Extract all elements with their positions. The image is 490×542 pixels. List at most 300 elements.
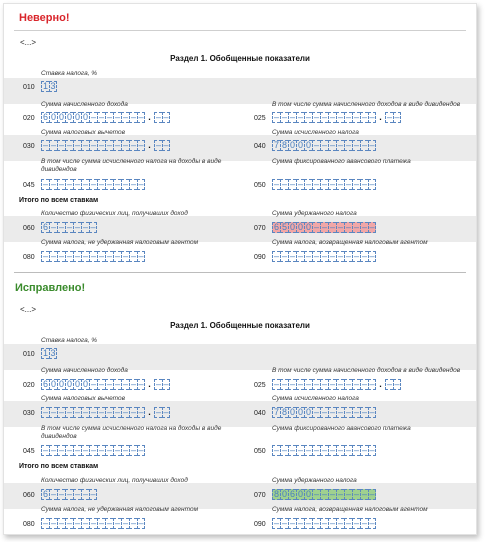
digit-cell: – bbox=[122, 379, 128, 389]
cell-group bbox=[154, 407, 170, 418]
digit-cell: 6 bbox=[42, 112, 48, 122]
label-025: В том числе сумма начисленного доходов в виде дивидендов bbox=[272, 101, 461, 108]
digit-cell: – bbox=[122, 445, 128, 455]
digit-cell: – bbox=[90, 251, 96, 261]
digit-cell: – bbox=[163, 112, 169, 122]
digit-cell: – bbox=[369, 518, 375, 528]
decimal-point: . bbox=[148, 407, 151, 417]
cell-group bbox=[272, 179, 376, 190]
digit-cell: – bbox=[138, 179, 144, 189]
digit-cell: – bbox=[66, 489, 72, 499]
digit-cell: 0 bbox=[58, 379, 64, 389]
digit-cell: – bbox=[345, 407, 351, 417]
digit-cell: – bbox=[369, 251, 375, 261]
digit-cell: 3 bbox=[50, 348, 56, 358]
digit-cell: – bbox=[106, 179, 112, 189]
digit-cell: – bbox=[289, 179, 295, 189]
digit-cell: – bbox=[74, 518, 80, 528]
digit-cell: 0 bbox=[66, 112, 72, 122]
digit-cell: – bbox=[361, 222, 367, 232]
cell-group bbox=[272, 379, 376, 390]
code-020: 020 bbox=[23, 115, 35, 122]
digit-cell: 0 bbox=[289, 140, 295, 150]
digit-cell: 8 bbox=[281, 407, 287, 417]
digit-cell: – bbox=[313, 179, 319, 189]
digit-cell: – bbox=[82, 445, 88, 455]
digit-cell: – bbox=[361, 179, 367, 189]
label-010: Ставка налога, % bbox=[41, 337, 98, 344]
digit-cell: – bbox=[106, 379, 112, 389]
field-045 bbox=[41, 179, 145, 190]
digit-cell: – bbox=[337, 518, 343, 528]
digit-cell: – bbox=[313, 140, 319, 150]
field-070-wrong bbox=[272, 222, 376, 233]
code-045: 045 bbox=[23, 182, 35, 189]
digit-cell: – bbox=[106, 140, 112, 150]
digit-cell: – bbox=[90, 407, 96, 417]
total-heading: Итого по всем ставкам bbox=[19, 463, 99, 470]
digit-cell: – bbox=[273, 379, 279, 389]
decimal-point: . bbox=[379, 379, 382, 389]
digit-cell: – bbox=[305, 445, 311, 455]
digit-cell: – bbox=[361, 112, 367, 122]
digit-cell: – bbox=[313, 445, 319, 455]
digit-cell: 6 bbox=[42, 222, 48, 232]
digit-cell: – bbox=[313, 222, 319, 232]
digit-cell: – bbox=[353, 407, 359, 417]
digit-cell: – bbox=[82, 407, 88, 417]
digit-cell: – bbox=[353, 518, 359, 528]
digit-cell: – bbox=[273, 179, 279, 189]
digit-cell: – bbox=[66, 445, 72, 455]
digit-cell: – bbox=[90, 179, 96, 189]
cell-group bbox=[41, 140, 145, 151]
label-020: Сумма начисленного дохода bbox=[41, 101, 128, 108]
digit-cell: – bbox=[90, 222, 96, 232]
digit-cell: – bbox=[369, 445, 375, 455]
field-090 bbox=[272, 518, 376, 529]
digit-cell: – bbox=[106, 112, 112, 122]
cell-group bbox=[272, 251, 376, 262]
digit-cell: – bbox=[106, 445, 112, 455]
digit-cell: – bbox=[337, 222, 343, 232]
digit-cell: – bbox=[273, 518, 279, 528]
code-040: 040 bbox=[254, 410, 266, 417]
digit-cell: 8 bbox=[281, 140, 287, 150]
label-025: В том числе сумма начисленного доходов в виде дивидендов bbox=[272, 367, 461, 374]
digit-cell: – bbox=[138, 140, 144, 150]
digit-cell: – bbox=[361, 407, 367, 417]
cell-group bbox=[41, 179, 145, 190]
digit-cell: – bbox=[90, 140, 96, 150]
digit-cell: – bbox=[329, 222, 335, 232]
digit-cell: – bbox=[369, 379, 375, 389]
cell-group bbox=[272, 445, 376, 456]
field-025 bbox=[272, 379, 401, 390]
field-040 bbox=[272, 407, 376, 418]
digit-cell: – bbox=[361, 518, 367, 528]
digit-cell: – bbox=[82, 179, 88, 189]
digit-cell: – bbox=[361, 140, 367, 150]
digit-cell: – bbox=[305, 379, 311, 389]
digit-cell: 0 bbox=[58, 112, 64, 122]
label-010: Ставка налога, % bbox=[41, 70, 98, 77]
digit-cell: – bbox=[50, 251, 56, 261]
digit-cell: – bbox=[106, 251, 112, 261]
label-050: Сумма фиксированного авансового платежа bbox=[272, 158, 411, 165]
digit-cell: – bbox=[313, 407, 319, 417]
digit-cell: – bbox=[74, 222, 80, 232]
digit-cell: – bbox=[114, 179, 120, 189]
label-045: В том числе сумма исчисленного налога на доходы в виде дивидендов bbox=[41, 425, 222, 440]
field-010 bbox=[41, 81, 57, 92]
digit-cell: – bbox=[345, 112, 351, 122]
digit-cell: 0 bbox=[66, 379, 72, 389]
digit-cell: – bbox=[138, 518, 144, 528]
digit-cell: 6 bbox=[42, 489, 48, 499]
digit-cell: – bbox=[313, 518, 319, 528]
ellipsis: <...> bbox=[20, 305, 37, 314]
digit-cell: – bbox=[114, 407, 120, 417]
digit-cell: – bbox=[50, 140, 56, 150]
digit-cell: – bbox=[50, 179, 56, 189]
digit-cell: – bbox=[313, 251, 319, 261]
code-025: 025 bbox=[254, 115, 266, 122]
digit-cell: – bbox=[281, 112, 287, 122]
digit-cell: – bbox=[66, 222, 72, 232]
code-010: 010 bbox=[23, 84, 35, 91]
digit-cell: 6 bbox=[273, 222, 279, 232]
digit-cell: – bbox=[313, 489, 319, 499]
digit-cell: – bbox=[130, 407, 136, 417]
digit-cell: – bbox=[82, 140, 88, 150]
digit-cell: – bbox=[321, 379, 327, 389]
digit-cell: – bbox=[66, 407, 72, 417]
digit-cell: – bbox=[58, 140, 64, 150]
code-070: 070 bbox=[254, 225, 266, 232]
digit-cell: 0 bbox=[82, 112, 88, 122]
decimal-point: . bbox=[148, 379, 151, 389]
digit-cell: – bbox=[313, 379, 319, 389]
digit-cell: – bbox=[163, 407, 169, 417]
field-080 bbox=[41, 251, 145, 262]
field-030 bbox=[41, 407, 170, 418]
digit-cell: – bbox=[329, 251, 335, 261]
digit-cell: – bbox=[58, 445, 64, 455]
digit-cell: – bbox=[337, 140, 343, 150]
digit-cell: – bbox=[50, 489, 56, 499]
digit-cell: – bbox=[90, 489, 96, 499]
digit-cell: – bbox=[122, 518, 128, 528]
digit-cell: – bbox=[305, 112, 311, 122]
digit-cell: – bbox=[42, 445, 48, 455]
digit-cell: – bbox=[163, 379, 169, 389]
label-040: Сумма исчисленного налога bbox=[272, 129, 359, 136]
digit-cell: – bbox=[50, 445, 56, 455]
digit-cell: – bbox=[66, 518, 72, 528]
digit-cell: – bbox=[369, 179, 375, 189]
digit-cell: – bbox=[305, 251, 311, 261]
digit-cell: – bbox=[353, 112, 359, 122]
digit-cell: – bbox=[329, 489, 335, 499]
digit-cell: – bbox=[386, 112, 392, 122]
digit-cell: – bbox=[98, 179, 104, 189]
digit-cell: – bbox=[321, 251, 327, 261]
digit-cell: – bbox=[345, 222, 351, 232]
digit-cell: – bbox=[114, 445, 120, 455]
digit-cell: – bbox=[305, 518, 311, 528]
digit-cell: 0 bbox=[297, 140, 303, 150]
digit-cell: – bbox=[98, 518, 104, 528]
digit-cell: 0 bbox=[50, 379, 56, 389]
label-080: Сумма налога, не удержанная налоговым агентом bbox=[41, 506, 199, 513]
digit-cell: – bbox=[90, 445, 96, 455]
digit-cell: – bbox=[353, 222, 359, 232]
digit-cell: – bbox=[66, 179, 72, 189]
field-045 bbox=[41, 445, 145, 456]
digit-cell: – bbox=[106, 407, 112, 417]
decimal-point: . bbox=[148, 140, 151, 150]
digit-cell: 6 bbox=[289, 489, 295, 499]
digit-cell: – bbox=[353, 379, 359, 389]
digit-cell: – bbox=[361, 251, 367, 261]
digit-cell: 0 bbox=[50, 112, 56, 122]
ellipsis: <...> bbox=[20, 38, 37, 47]
cell-group bbox=[41, 445, 145, 456]
digit-cell: – bbox=[321, 489, 327, 499]
digit-cell: – bbox=[130, 179, 136, 189]
digit-cell: 0 bbox=[297, 222, 303, 232]
digit-cell: – bbox=[42, 140, 48, 150]
digit-cell: – bbox=[138, 407, 144, 417]
digit-cell: – bbox=[297, 251, 303, 261]
digit-cell: – bbox=[58, 222, 64, 232]
digit-cell: 0 bbox=[74, 112, 80, 122]
digit-cell: – bbox=[98, 140, 104, 150]
digit-cell: – bbox=[273, 251, 279, 261]
digit-cell: – bbox=[329, 379, 335, 389]
cell-group bbox=[41, 348, 57, 359]
digit-cell: – bbox=[42, 518, 48, 528]
digit-cell: – bbox=[98, 251, 104, 261]
digit-cell: – bbox=[305, 179, 311, 189]
digit-cell: – bbox=[66, 140, 72, 150]
digit-cell: – bbox=[42, 179, 48, 189]
digit-cell: – bbox=[138, 445, 144, 455]
digit-cell: – bbox=[345, 518, 351, 528]
digit-cell: – bbox=[281, 445, 287, 455]
digit-cell: – bbox=[50, 518, 56, 528]
digit-cell: – bbox=[386, 379, 392, 389]
digit-cell: – bbox=[353, 140, 359, 150]
digit-cell: 3 bbox=[50, 81, 56, 91]
digit-cell: – bbox=[58, 179, 64, 189]
digit-cell: – bbox=[337, 445, 343, 455]
digit-cell: – bbox=[98, 445, 104, 455]
digit-cell: – bbox=[90, 518, 96, 528]
digit-cell: – bbox=[122, 407, 128, 417]
code-050: 050 bbox=[254, 448, 266, 455]
digit-cell: – bbox=[321, 140, 327, 150]
digit-cell: – bbox=[74, 407, 80, 417]
field-025 bbox=[272, 112, 401, 123]
digit-cell: 0 bbox=[305, 222, 311, 232]
cell-group bbox=[154, 140, 170, 151]
field-080 bbox=[41, 518, 145, 529]
digit-cell: – bbox=[82, 518, 88, 528]
digit-cell: 0 bbox=[281, 489, 287, 499]
digit-cell: – bbox=[74, 179, 80, 189]
digit-cell: – bbox=[289, 445, 295, 455]
code-030: 030 bbox=[23, 410, 35, 417]
cell-group bbox=[41, 518, 145, 529]
label-060: Количество физических лиц, получивших доход bbox=[41, 210, 188, 217]
digit-cell: – bbox=[345, 379, 351, 389]
digit-cell: – bbox=[345, 179, 351, 189]
digit-cell: 0 bbox=[289, 407, 295, 417]
digit-cell: – bbox=[289, 251, 295, 261]
label-050: Сумма фиксированного авансового платежа bbox=[272, 425, 411, 432]
digit-cell: – bbox=[297, 445, 303, 455]
label-070: Сумма удержанного налога bbox=[272, 210, 357, 217]
digit-cell: – bbox=[74, 489, 80, 499]
field-030 bbox=[41, 140, 170, 151]
digit-cell: – bbox=[74, 140, 80, 150]
digit-cell: – bbox=[130, 112, 136, 122]
digit-cell: 1 bbox=[42, 348, 48, 358]
code-030: 030 bbox=[23, 143, 35, 150]
code-060: 060 bbox=[23, 492, 35, 499]
field-040 bbox=[272, 140, 376, 151]
digit-cell: – bbox=[130, 379, 136, 389]
decimal-point: . bbox=[148, 112, 151, 122]
code-045: 045 bbox=[23, 448, 35, 455]
digit-cell: 0 bbox=[289, 222, 295, 232]
digit-cell: – bbox=[321, 112, 327, 122]
digit-cell: – bbox=[106, 518, 112, 528]
digit-cell: – bbox=[281, 518, 287, 528]
cell-group bbox=[41, 407, 145, 418]
digit-cell: – bbox=[297, 179, 303, 189]
digit-cell: – bbox=[155, 379, 161, 389]
digit-cell: – bbox=[329, 445, 335, 455]
digit-cell: – bbox=[90, 112, 96, 122]
digit-cell: – bbox=[114, 251, 120, 261]
digit-cell: – bbox=[394, 379, 400, 389]
digit-cell: – bbox=[155, 140, 161, 150]
digit-cell: – bbox=[98, 379, 104, 389]
label-090: Сумма налога, возвращенная налоговым агентом bbox=[272, 239, 428, 246]
code-080: 080 bbox=[23, 521, 35, 528]
label-045: В том числе сумма исчисленного налога на доходы в виде дивидендов bbox=[41, 158, 222, 173]
fixed-heading: Исправлено! bbox=[15, 282, 86, 294]
digit-cell: – bbox=[58, 407, 64, 417]
digit-cell: – bbox=[122, 140, 128, 150]
digit-cell: – bbox=[353, 445, 359, 455]
cell-group bbox=[272, 140, 376, 151]
digit-cell: – bbox=[321, 445, 327, 455]
digit-cell: – bbox=[281, 379, 287, 389]
digit-cell: – bbox=[289, 518, 295, 528]
digit-cell: – bbox=[329, 518, 335, 528]
digit-cell: – bbox=[297, 112, 303, 122]
digit-cell: – bbox=[369, 112, 375, 122]
digit-cell: – bbox=[273, 112, 279, 122]
digit-cell: – bbox=[58, 489, 64, 499]
digit-cell: – bbox=[138, 251, 144, 261]
section-title: Раздел 1. Обобщенные показатели bbox=[170, 321, 310, 330]
digit-cell: – bbox=[42, 407, 48, 417]
digit-cell: – bbox=[42, 251, 48, 261]
digit-cell: – bbox=[130, 140, 136, 150]
cell-group bbox=[41, 81, 57, 92]
label-020: Сумма начисленного дохода bbox=[41, 367, 128, 374]
field-020 bbox=[41, 112, 170, 123]
digit-cell: 0 bbox=[305, 407, 311, 417]
digit-cell: – bbox=[130, 518, 136, 528]
cell-group bbox=[272, 407, 376, 418]
digit-cell: – bbox=[321, 179, 327, 189]
digit-cell: – bbox=[329, 407, 335, 417]
cell-group bbox=[272, 489, 376, 500]
digit-cell: – bbox=[74, 251, 80, 261]
digit-cell: – bbox=[353, 489, 359, 499]
digit-cell: – bbox=[281, 179, 287, 189]
digit-cell: 0 bbox=[82, 379, 88, 389]
label-080: Сумма налога, не удержанная налоговым агентом bbox=[41, 239, 199, 246]
digit-cell: – bbox=[353, 179, 359, 189]
cell-group bbox=[272, 112, 376, 123]
code-040: 040 bbox=[254, 143, 266, 150]
digit-cell: 1 bbox=[42, 81, 48, 91]
document-page bbox=[3, 3, 477, 535]
digit-cell: – bbox=[329, 140, 335, 150]
field-010 bbox=[41, 348, 57, 359]
code-010: 010 bbox=[23, 351, 35, 358]
digit-cell: – bbox=[50, 222, 56, 232]
label-030: Сумма налоговых вычетов bbox=[41, 129, 126, 136]
cell-group bbox=[385, 112, 401, 123]
cell-group bbox=[41, 251, 145, 262]
field-060 bbox=[41, 489, 97, 500]
code-080: 080 bbox=[23, 254, 35, 261]
field-050 bbox=[272, 445, 376, 456]
digit-cell: – bbox=[114, 379, 120, 389]
code-025: 025 bbox=[254, 382, 266, 389]
digit-cell: – bbox=[66, 251, 72, 261]
digit-cell: – bbox=[82, 222, 88, 232]
wrong-heading: Неверно! bbox=[19, 12, 70, 24]
digit-cell: – bbox=[345, 489, 351, 499]
code-060: 060 bbox=[23, 225, 35, 232]
digit-cell: – bbox=[130, 251, 136, 261]
cell-group bbox=[272, 222, 376, 233]
digit-cell: – bbox=[345, 140, 351, 150]
divider bbox=[14, 30, 466, 31]
digit-cell: – bbox=[394, 112, 400, 122]
digit-cell: – bbox=[329, 179, 335, 189]
cell-group bbox=[272, 518, 376, 529]
cell-group bbox=[385, 379, 401, 390]
digit-cell: – bbox=[337, 251, 343, 261]
decimal-point: . bbox=[379, 112, 382, 122]
code-070: 070 bbox=[254, 492, 266, 499]
digit-cell: – bbox=[138, 112, 144, 122]
digit-cell: 0 bbox=[297, 407, 303, 417]
label-070: Сумма удержанного налога bbox=[272, 477, 357, 484]
digit-cell: – bbox=[114, 140, 120, 150]
digit-cell: 5 bbox=[281, 222, 287, 232]
